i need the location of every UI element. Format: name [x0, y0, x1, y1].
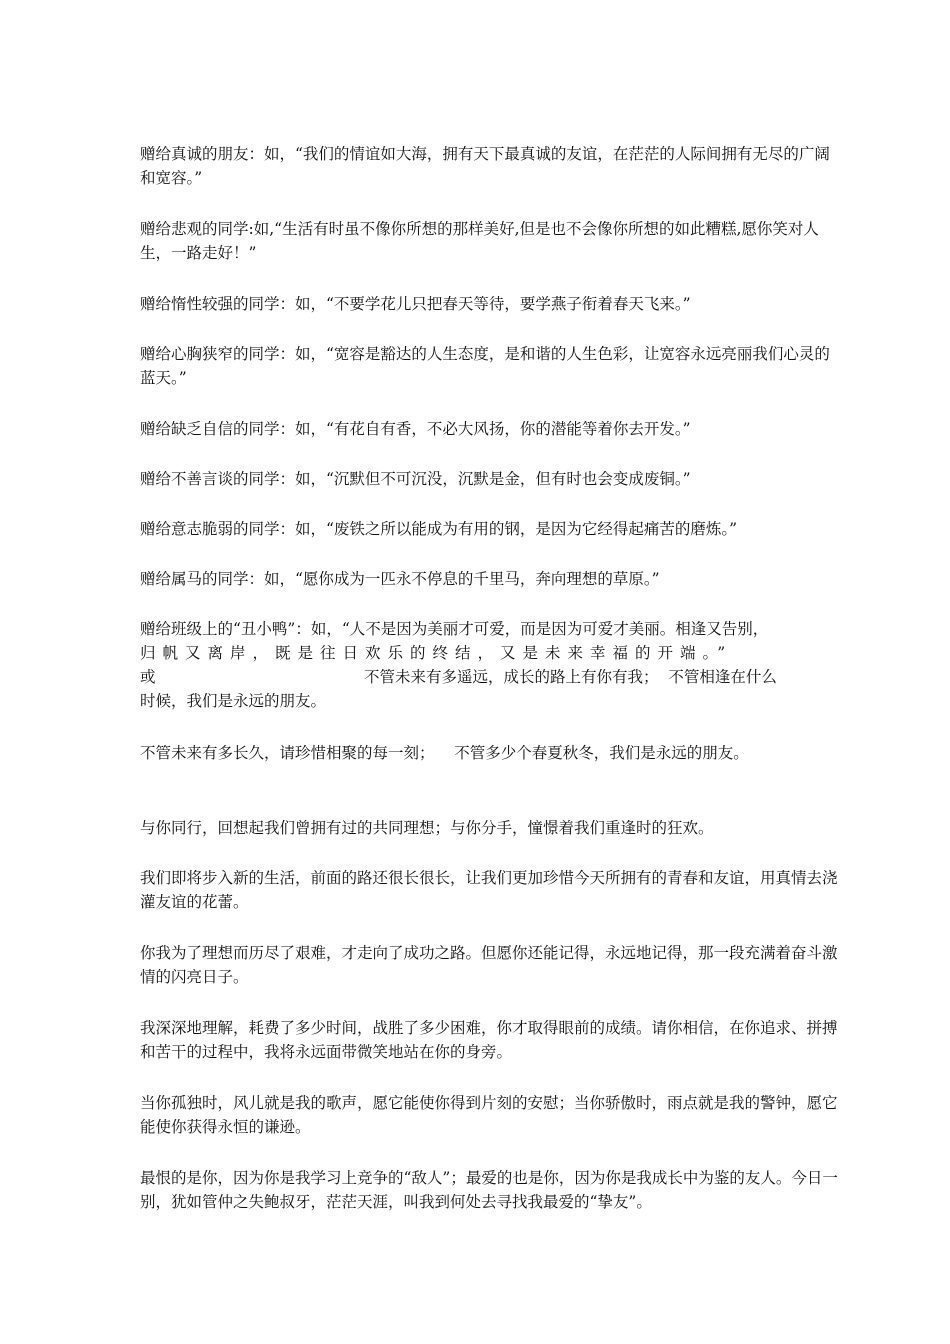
paragraph-line: 赠给班级上的“丑小鸭”：如，“人不是因为美丽才可爱，而是因为可爱才美丽。相逢又告别， [140, 620, 769, 638]
paragraph-marker [140, 795, 840, 809]
paragraph-text: 赠给不善言谈的同学：如，“沉默但不可沉没，沉默是金，但有时也会变成废铜。” [140, 470, 701, 488]
paragraph-text: 赠给悲观的同学:如,“生活有时虽不像你所想的那样美好,但是也不会像你所想的如此糟糕,愿你笑对人生，一路走好！” [140, 220, 819, 262]
paragraph-marker [140, 446, 840, 460]
paragraph-text: 赠给惰性较强的同学：如，“不要学花儿只把春天等待，要学燕子衔着春天飞来。” [140, 295, 701, 313]
paragraph-text: 赠给属马的同学：如，“愿你成为一匹永不停息的千里马，奔向理想的草原。” [140, 570, 670, 588]
paragraph-line: 不管未来有多遥远，成长的路上有你有我； 不管相逢在什么 [364, 668, 777, 686]
paragraph-text: 当你孤独时，风儿就是我的歌声，愿它能使你得到片刻的安慰；当你骄傲时，雨点就是我的警钟，愿它能使你获得永恒的谦逊。 [140, 1094, 838, 1136]
paragraph-marker [140, 120, 840, 134]
paragraph-line: 时候，我们是永远的朋友。 [140, 692, 356, 710]
paragraph-text: 赠给缺乏自信的同学：如，“有花自有香，不必大风扬，你的潜能等着你去开发。” [140, 420, 701, 438]
paragraph-marker [140, 271, 840, 285]
paragraph-line: 归帆又离岸，既是往日欢乐的终结，又是未来幸福的开端。” [140, 644, 852, 662]
paragraph-text: 不管未来有多长久，请珍惜相聚的每一刻； 不管多少个春夏秋冬，我们是永远的朋友。 [140, 744, 749, 762]
paragraph-marker [140, 845, 840, 859]
paragraph-marker [140, 396, 840, 410]
paragraph-marker [140, 995, 840, 1009]
paragraph-text: 赠给意志脆弱的同学：如，“废铁之所以能成为有用的钢，是因为它经得起痛苦的磨炼。” [140, 520, 747, 538]
paragraph-marker [140, 546, 840, 560]
paragraph-marker [140, 496, 840, 510]
paragraph-text: 与你同行，回想起我们曾拥有过的共同理想；与你分手，憧憬着我们重逢时的狂欢。 [140, 819, 744, 837]
paragraph-marker [140, 720, 840, 734]
paragraph-text: 赠给心胸狭窄的同学：如，“宽容是豁达的人生态度，是和谐的人生色彩，让宽容永远亮丽我们心灵的蓝天。” [140, 345, 830, 387]
paragraph-marker [140, 1070, 840, 1084]
paragraph-marker [140, 196, 840, 210]
paragraph-marker [140, 1145, 840, 1159]
paragraph-text: 我们即将步入新的生活，前面的路还很长很长，让我们更加珍惜今天所拥有的青春和友谊，用真情去浇灌友谊的花蕾。 [140, 869, 838, 911]
paragraph-line: 或 [140, 668, 220, 686]
paragraph-text: 最恨的是你，因为你是我学习上竞争的“敌人”；最爱的也是你，因为你是我成长中为鉴的友人。今日一别，犹如管仲之失鲍叔牙，茫茫天涯，叫我到何处去寻找我最爱的“挚友”。 [140, 1169, 838, 1211]
paragraph-text: 我深深地理解，耗费了多少时间，战胜了多少困难，你才取得眼前的成绩。请你相信，在你追求、拼搏和苦干的过程中，我将永远面带微笑地站在你的身旁。 [140, 1019, 838, 1061]
paragraph-marker [140, 596, 840, 610]
paragraph-text: 你我为了理想而历尽了艰难，才走向了成功之路。但愿你还能记得，永远地记得，那一段充满着奋斗激情的闪亮日子。 [140, 944, 838, 986]
paragraph-text: 赠给真诚的朋友：如，“我们的情谊如大海，拥有天下最真诚的友谊，在茫茫的人际间拥有无尽的广阔和宽容。” [140, 145, 830, 187]
paragraph-marker [140, 920, 840, 934]
paragraph-marker [140, 321, 840, 335]
